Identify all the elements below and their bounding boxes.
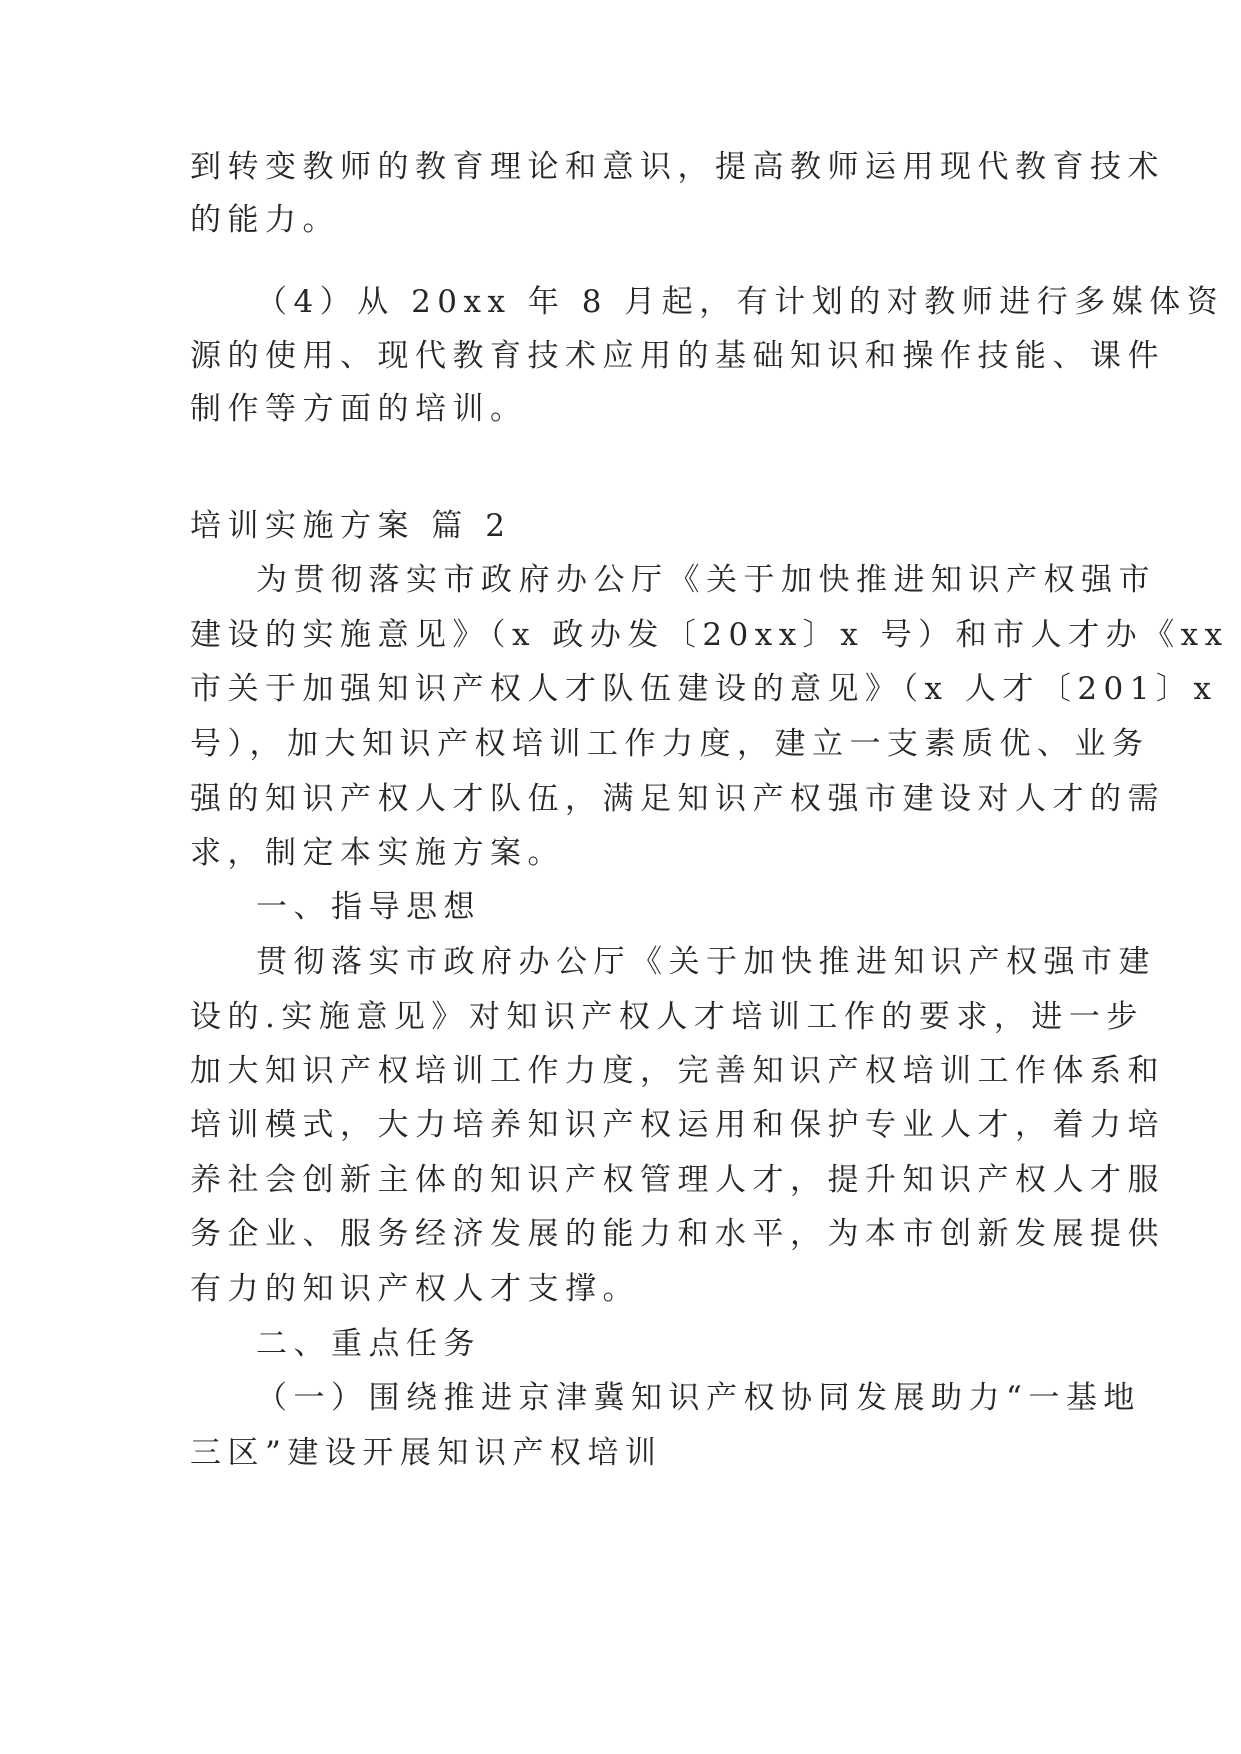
body-text-line: 源的使用、现代教育技术应用的基础知识和操作技能、课件 [190, 338, 1165, 374]
body-text-line: 加大知识产权培训工作力度，完善知识产权培训工作体系和 [190, 1053, 1165, 1089]
section-heading: 一、指导思想 [256, 889, 481, 925]
section-title: 培训实施方案 篇 2 [190, 508, 512, 544]
body-text-line: 养社会创新主体的知识产权管理人才，提升知识产权人才服 [190, 1162, 1165, 1198]
body-text-line: 有力的知识产权人才支撑。 [190, 1271, 640, 1307]
body-text-line: 三区”建设开展知识产权培训 [190, 1435, 663, 1471]
body-text-line: 强的知识产权人才队伍，满足知识产权强市建设对人才的需 [190, 781, 1165, 817]
body-text-line: 建设的实施意见》（x 政办发〔20xx〕x 号）和市人才办《xx [190, 617, 1229, 653]
body-text-line: 到转变教师的教育理论和意识，提高教师运用现代教育技术 [190, 149, 1165, 185]
body-text-line: 为贯彻落实市政府办公厅《关于加快推进知识产权强市 [256, 562, 1156, 598]
body-text-line: 贯彻落实市政府办公厅《关于加快推进知识产权强市建 [256, 944, 1156, 980]
body-text-line: 设的.实施意见》对知识产权人才培训工作的要求，进一步 [190, 999, 1144, 1035]
body-text-line: 求，制定本实施方案。 [190, 835, 565, 871]
section-heading: 二、重点任务 [256, 1326, 481, 1362]
body-text-line: （一）围绕推进京津冀知识产权协同发展助力“一基地 [256, 1380, 1141, 1416]
body-text-line: 的能力。 [190, 202, 340, 238]
body-text-line: 号），加大知识产权培训工作力度，建立一支素质优、业务 [190, 726, 1150, 762]
body-text-line: 培训模式，大力培养知识产权运用和保护专业人才，着力培 [190, 1107, 1165, 1143]
body-text-line: （4）从 20xx 年 8 月起，有计划的对教师进行多媒体资 [256, 284, 1225, 320]
body-text-line: 务企业、服务经济发展的能力和水平，为本市创新发展提供 [190, 1216, 1165, 1252]
body-text-line: 市关于加强知识产权人才队伍建设的意见》（x 人才〔201〕x [190, 671, 1218, 707]
body-text-line: 制作等方面的培训。 [190, 391, 528, 427]
